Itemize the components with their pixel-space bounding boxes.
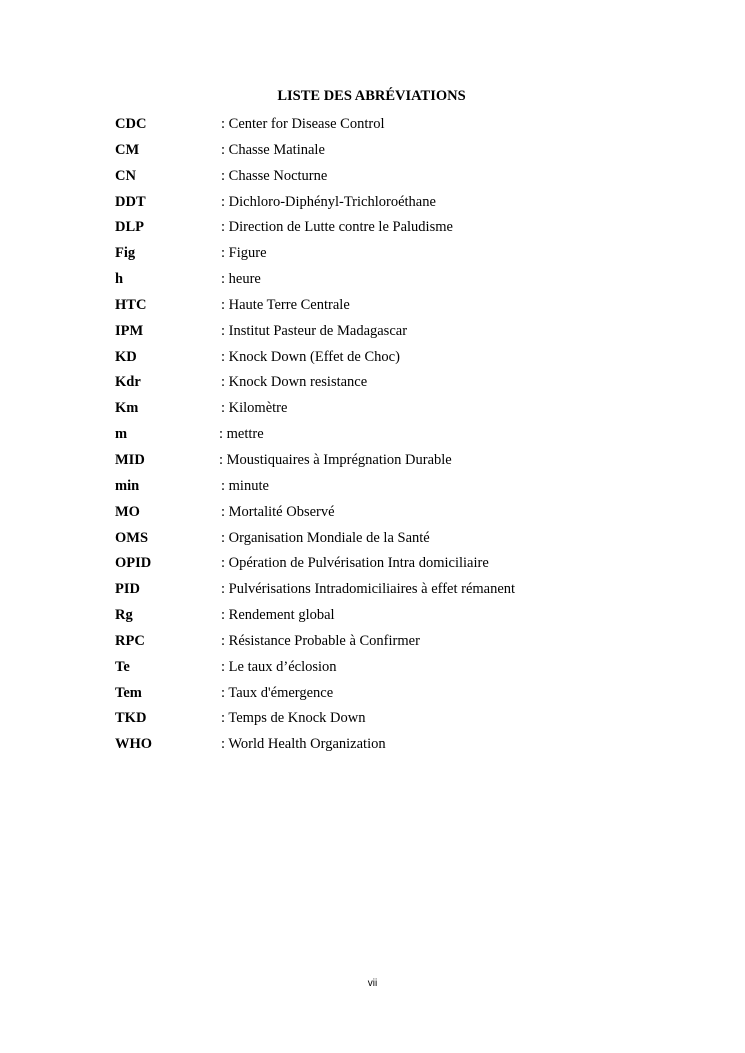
abbreviation-definition: : Kilomètre [221,400,288,417]
abbreviation-term: Km [115,400,139,417]
abbreviation-definition: : Pulvérisations Intradomiciliaires à effet rémanent [221,581,516,598]
abbreviation-definition: : Temps de Knock Down [221,710,366,727]
abbreviation-term: DDT [115,193,146,210]
abbreviation-row [115,215,675,241]
abbreviation-term: CDC [115,116,147,132]
abbreviation-definition: : Institut Pasteur de Madagascar [221,322,408,339]
abbreviation-row [115,577,675,603]
abbreviation-row [115,706,675,732]
abbreviation-definition: : Chasse Nocturne [221,167,328,184]
abbreviation-definition: : Organisation Mondiale de la Santé [221,529,430,546]
abbreviation-definition: : Haute Terre Centrale [221,296,350,313]
abbreviation-row [115,474,675,500]
abbreviation-row [115,164,675,190]
abbreviation-term: HTC [115,296,147,313]
abbreviation-row [115,112,675,138]
abbreviation-definition: : Direction de Lutte contre le Paludisme [221,219,453,236]
abbreviation-term: OPID [115,555,152,572]
abbreviation-row [115,655,675,681]
abbreviation-definition: : Center for Disease Control [221,116,385,132]
abbreviation-definition: : minute [221,477,269,494]
abbreviation-term: Te [115,658,130,675]
abbreviation-term: TKD [115,710,147,727]
abbreviation-row [115,293,675,319]
abbreviation-definition: : Knock Down resistance [221,374,368,391]
abbreviation-definition: : Moustiquaires à Imprégnation Durable [219,451,452,468]
abbreviation-row [115,500,675,526]
abbreviation-row [115,681,675,707]
abbreviation-definition: : Rendement global [221,607,335,624]
abbreviation-definition: : Le taux d’éclosion [221,658,337,675]
abbreviation-row [115,732,675,758]
abbreviation-definition: : Figure [221,245,267,262]
page-title [0,88,745,105]
abbreviation-row [115,422,675,448]
abbreviation-row [115,603,675,629]
abbreviation-row [115,370,675,396]
abbreviation-row [115,267,675,293]
abbreviation-term: IPM [115,322,144,339]
abbreviation-row [115,629,675,655]
abbreviation-term: MO [115,503,140,520]
abbreviation-definition: : mettre [219,426,264,443]
abbreviation-definition: : Mortalité Observé [221,503,335,520]
abbreviation-row [115,190,675,216]
abbreviation-term: OMS [115,529,149,546]
abbreviation-term: KD [115,348,137,365]
abbreviation-row [115,396,675,422]
abbreviation-definition: : heure [221,271,261,288]
abbreviation-row [115,345,675,371]
page-number: vii [367,978,378,989]
abbreviation-definition: : Knock Down (Effet de Choc) [221,348,400,365]
abbreviation-term: Tem [115,684,142,701]
abbreviation-definition: : Opération de Pulvérisation Intra domiciliaire [221,555,489,572]
abbreviation-term: MID [115,451,145,468]
abbreviation-term: min [115,477,140,494]
abbreviation-row [115,138,675,164]
abbreviation-term: CM [115,141,140,158]
abbreviation-term: Fig [115,245,136,262]
abbreviation-definition: : Taux d'émergence [221,684,334,701]
abbreviation-term: WHO [115,736,153,753]
abbreviation-term: Kdr [115,374,141,391]
abbreviation-definition: : Chasse Matinale [221,141,325,158]
abbreviation-term: DLP [115,219,144,236]
abbreviation-term: m [115,426,128,443]
abbreviation-term: h [115,271,124,288]
abbreviation-row [115,241,675,267]
abbreviation-term: CN [115,167,136,184]
abbreviation-term: Rg [115,607,133,624]
abbreviation-row [115,551,675,577]
abbreviation-row [115,319,675,345]
abbreviation-row [115,448,675,474]
abbreviation-term: RPC [115,632,145,649]
abbreviation-definition: : Résistance Probable à Confirmer [221,632,420,649]
abbreviation-list [115,112,675,758]
abbreviation-row [115,526,675,552]
abbreviation-definition: : Dichloro-Diphényl-Trichloroéthane [221,193,436,210]
abbreviation-definition: : World Health Organization [221,736,386,753]
abbreviation-term: PID [115,581,140,598]
page-title-text: LISTE DES ABRÉVIATIONS [277,88,466,104]
